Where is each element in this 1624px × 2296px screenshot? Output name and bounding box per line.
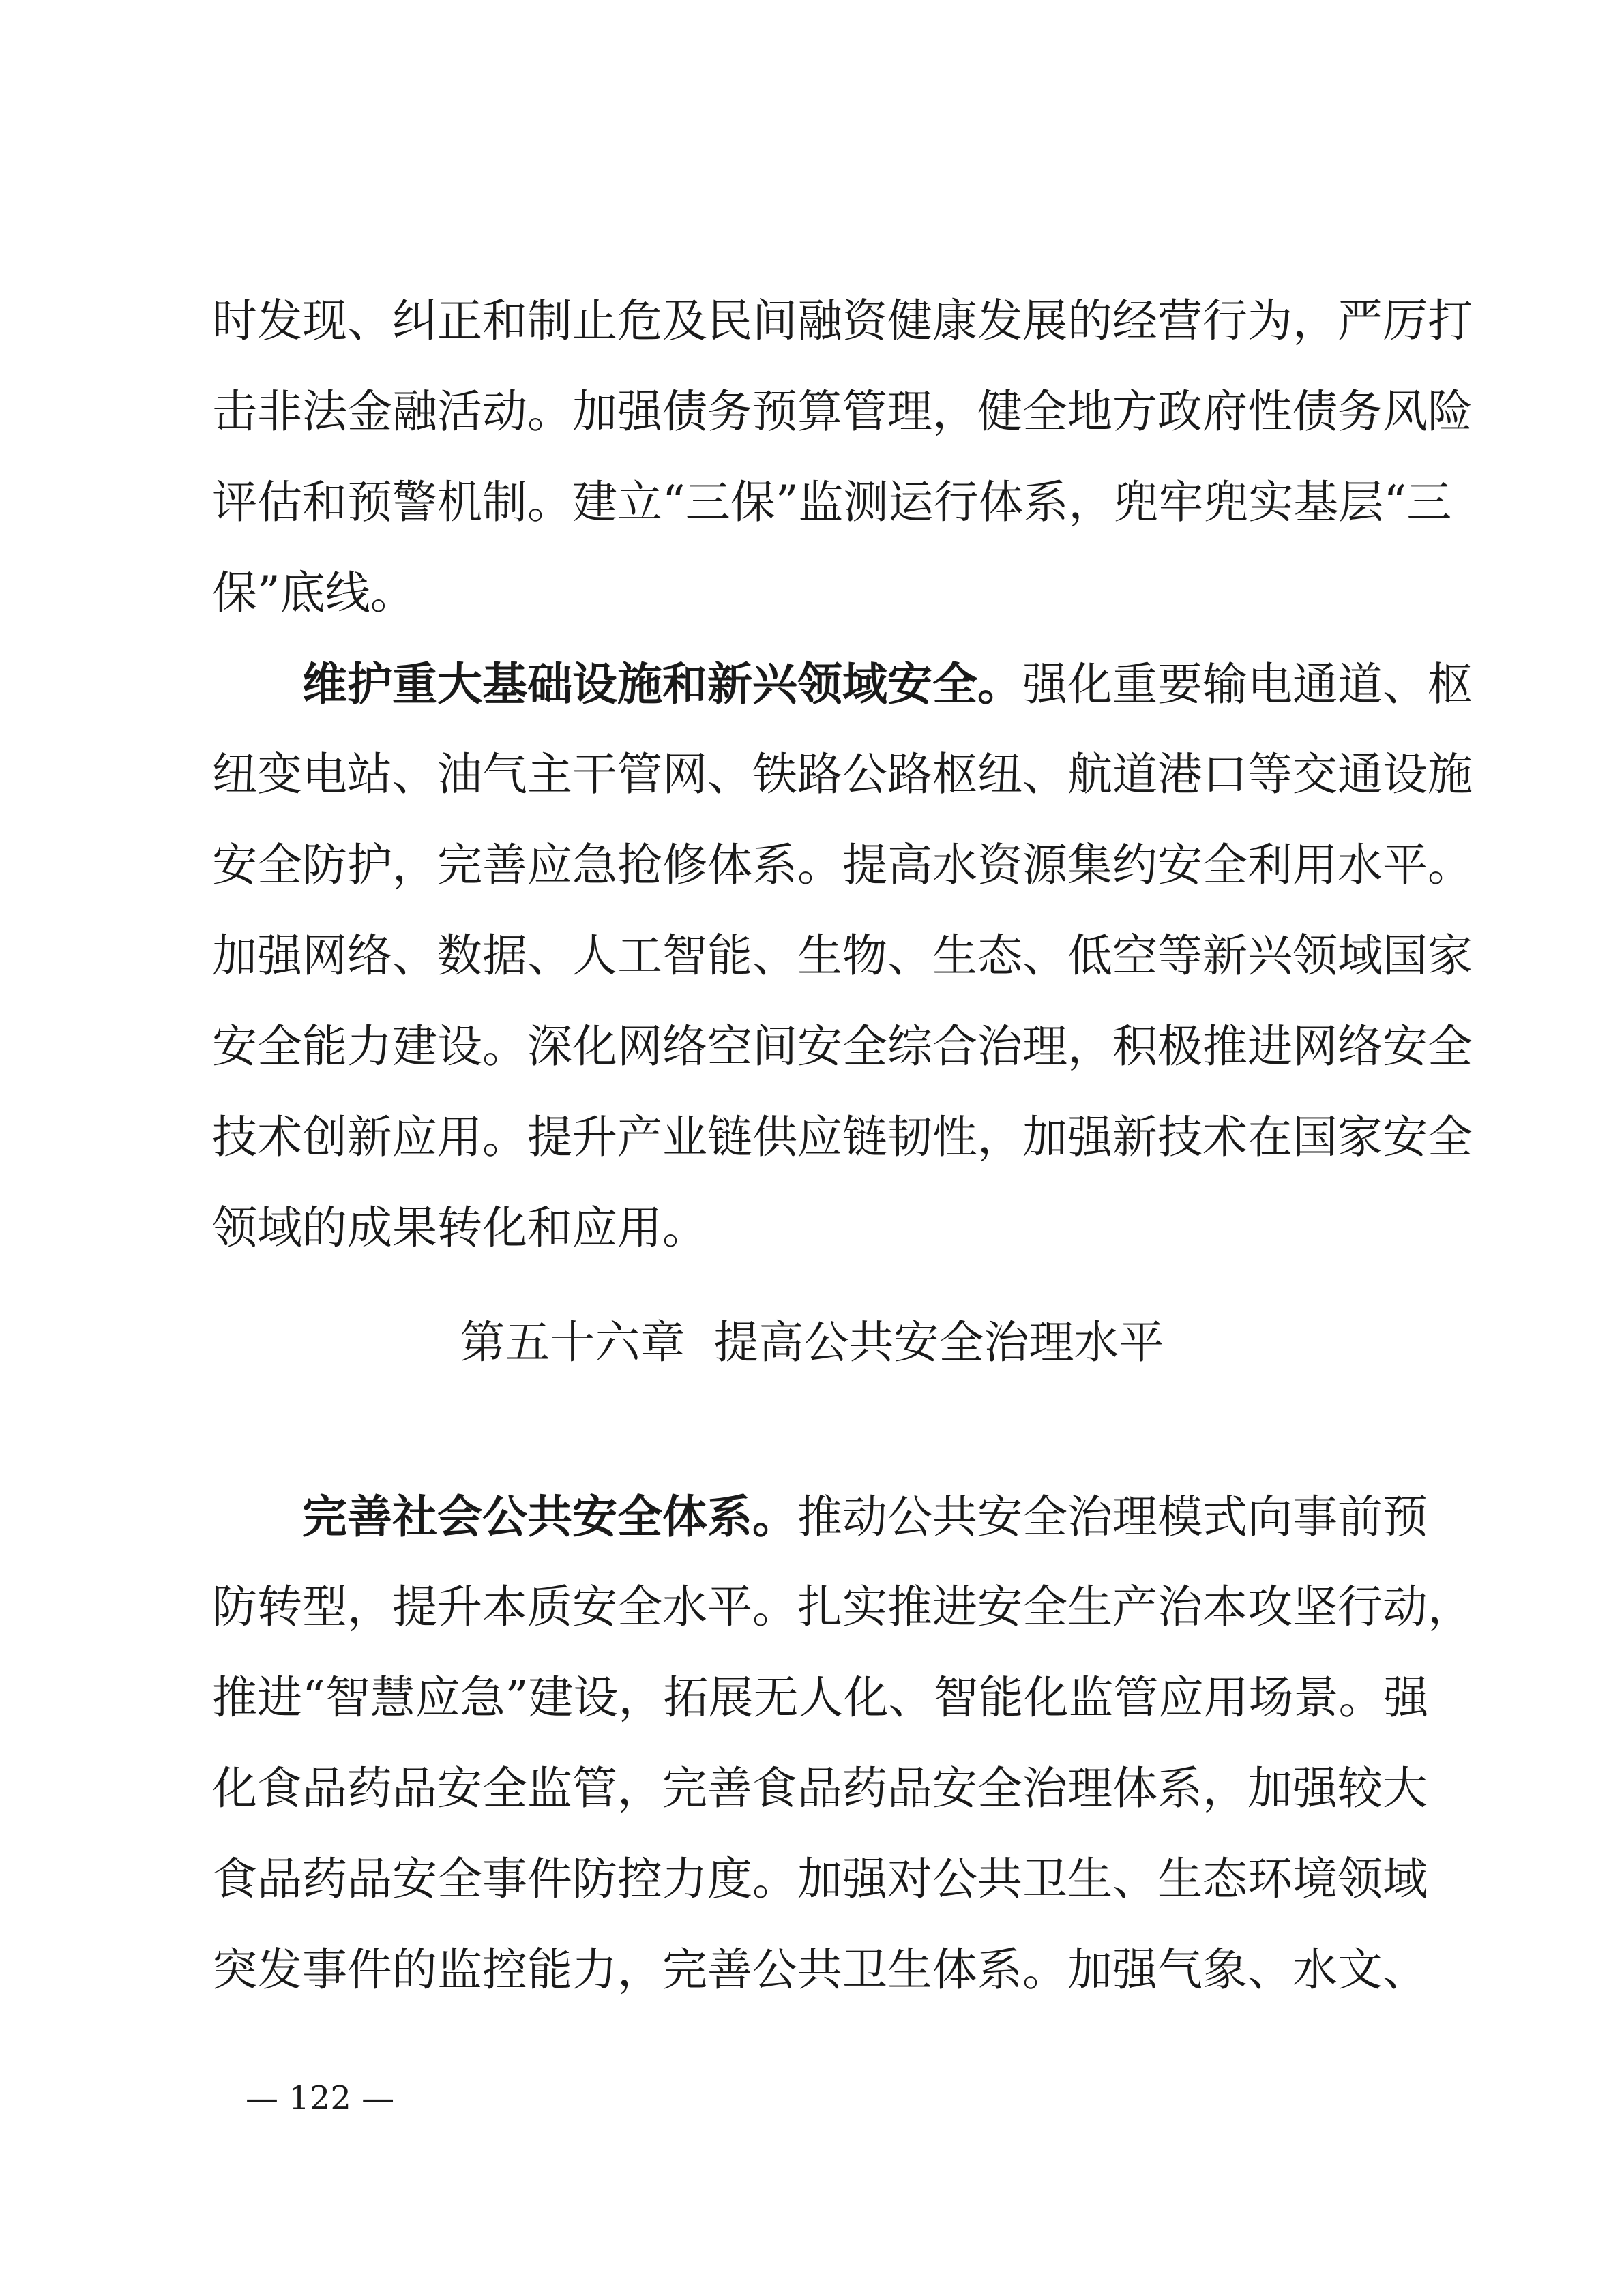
chapter-number: 第五十六章 [460, 1316, 685, 1369]
paragraph-1-line-3: 评估和预警机制。建立“三保”监测运行体系，兜牢兜实基层“三 [212, 476, 1452, 528]
paragraph-2-line-6: 技术创新应用。提升产业链供应链韧性，加强新技术在国家安全 [212, 1111, 1473, 1163]
paragraph-3-line-1 [302, 1482, 1428, 1551]
chapter-heading [0, 1309, 1624, 1377]
footer-dash-right: — [361, 2079, 395, 2117]
page-footer [246, 2074, 394, 2122]
paragraph-1-line-1: 时发现、纠正和制止危及民间融资健康发展的经营行为，严厉打 [212, 295, 1473, 347]
paragraph-2-line-5: 安全能力建设。深化网络空间安全综合治理，积极推进网络安全 [212, 1020, 1473, 1073]
paragraph-2-line-3: 安全防护，完善应急抢修体系。提高水资源集约安全利用水平。 [212, 839, 1473, 891]
paragraph-2-line-1 [302, 650, 1473, 718]
page-number: 122 [289, 2079, 351, 2117]
footer-dash-left: — [246, 2079, 278, 2117]
paragraph-2-line-7: 领域的成果转化和应用。 [212, 1202, 707, 1254]
paragraph-3-line-4: 化食品药品安全监管，完善食品药品安全治理体系，加强较大 [212, 1762, 1428, 1815]
paragraph-3-first-line-rest: 推动公共安全治理模式向事前预 [797, 1491, 1428, 1543]
paragraph-3-line-5: 食品药品安全事件防控力度。加强对公共卫生、生态环境领域 [212, 1853, 1428, 1905]
paragraph-2-lead: 维护重大基础设施和新兴领域安全。 [302, 657, 1022, 711]
paragraph-2-first-line-rest: 强化重要输电通道、枢 [1022, 658, 1473, 711]
chapter-title: 提高公共安全治理水平 [713, 1316, 1164, 1369]
paragraph-3-lead: 完善社会公共安全体系。 [302, 1490, 797, 1543]
paragraph-1-line-4: 保”底线。 [212, 567, 415, 619]
paragraph-3-line-3: 推进“智慧应急”建设，拓展无人化、智能化监管应用场景。强 [212, 1671, 1429, 1724]
paragraph-3-line-2: 防转型，提升本质安全水平。扎实推进安全生产治本攻坚行动， [212, 1581, 1473, 1633]
paragraph-1-line-2: 击非法金融活动。加强债务预算管理，健全地方政府性债务风险 [212, 385, 1473, 438]
paragraph-2-line-2: 纽变电站、油气主干管网、铁路公路枢纽、航道港口等交通设施 [212, 748, 1473, 801]
paragraph-3-line-6: 突发事件的监控能力，完善公共卫生体系。加强气象、水文、 [212, 1943, 1428, 1996]
paragraph-2-line-4: 加强网络、数据、人工智能、生物、生态、低空等新兴领域国家 [212, 929, 1473, 982]
